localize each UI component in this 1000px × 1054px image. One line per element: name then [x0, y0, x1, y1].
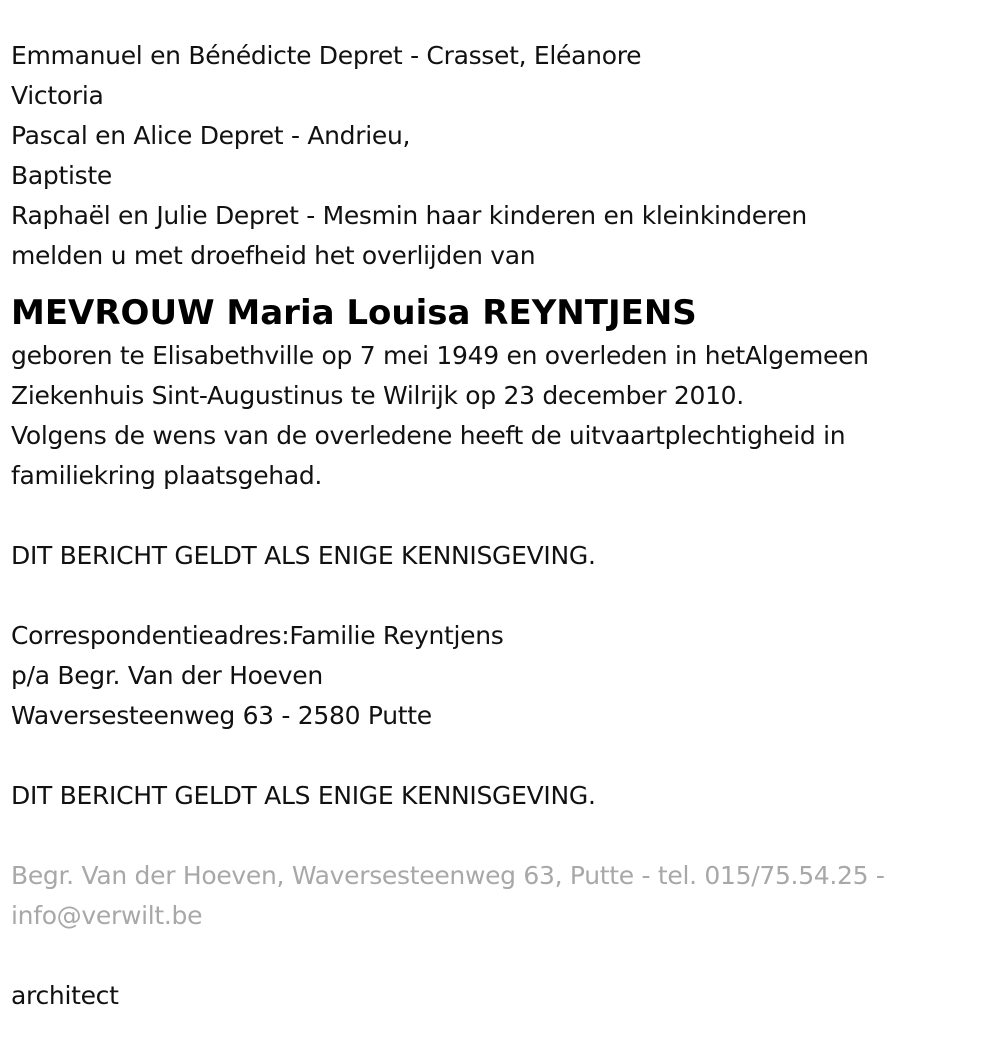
family-announcement: [11, 36, 989, 276]
family-line: Victoria: [11, 81, 104, 110]
family-line: Raphaël en Julie Depret - Mesmin haar kinderen en kleinkinderen: [11, 201, 807, 230]
spacer: [11, 936, 989, 976]
spacer: [11, 816, 989, 856]
address-line: Waversesteenweg 63 - 2580 Putte: [11, 701, 432, 730]
details-line: geboren te Elisabethville op 7 mei 1949 en overleden in hetAlgemeen: [11, 341, 869, 370]
family-line: Baptiste: [11, 161, 112, 190]
family-line: Pascal en Alice Depret - Andrieu,: [11, 121, 411, 150]
spacer: [11, 576, 989, 616]
spacer: [11, 736, 989, 776]
address-line: p/a Begr. Van der Hoeven: [11, 661, 323, 690]
details-line: Ziekenhuis Sint-Augustinus te Wilrijk op 23 december 2010.: [11, 381, 744, 410]
notice-text: DIT BERICHT GELDT ALS ENIGE KENNISGEVING.: [11, 541, 596, 570]
correspondence-address: [11, 616, 989, 736]
notice-text: DIT BERICHT GELDT ALS ENIGE KENNISGEVING.: [11, 781, 596, 810]
details-line: familiekring plaatsgehad.: [11, 461, 323, 490]
death-details: [11, 336, 989, 496]
spacer: [11, 496, 989, 536]
details-line: Volgens de wens van de overledene heeft de uitvaartplechtigheid in: [11, 421, 846, 450]
address-line: Correspondentieadres:Familie Reyntjens: [11, 621, 504, 650]
deceased-name: MEVROUW Maria Louisa REYNTJENS: [11, 293, 697, 333]
footer-email[interactable]: info@verwilt.be: [11, 901, 203, 930]
family-line: melden u met droefheid het overlijden van: [11, 241, 536, 270]
funeral-home-footer: [11, 856, 989, 936]
footer-contact-line: Begr. Van der Hoeven, Waversesteenweg 63, Putte - tel. 015/75.54.25 -: [11, 861, 885, 890]
family-line: Emmanuel en Bénédicte Depret - Crasset, Eléanore: [11, 41, 642, 70]
category-label: architect: [11, 981, 119, 1010]
